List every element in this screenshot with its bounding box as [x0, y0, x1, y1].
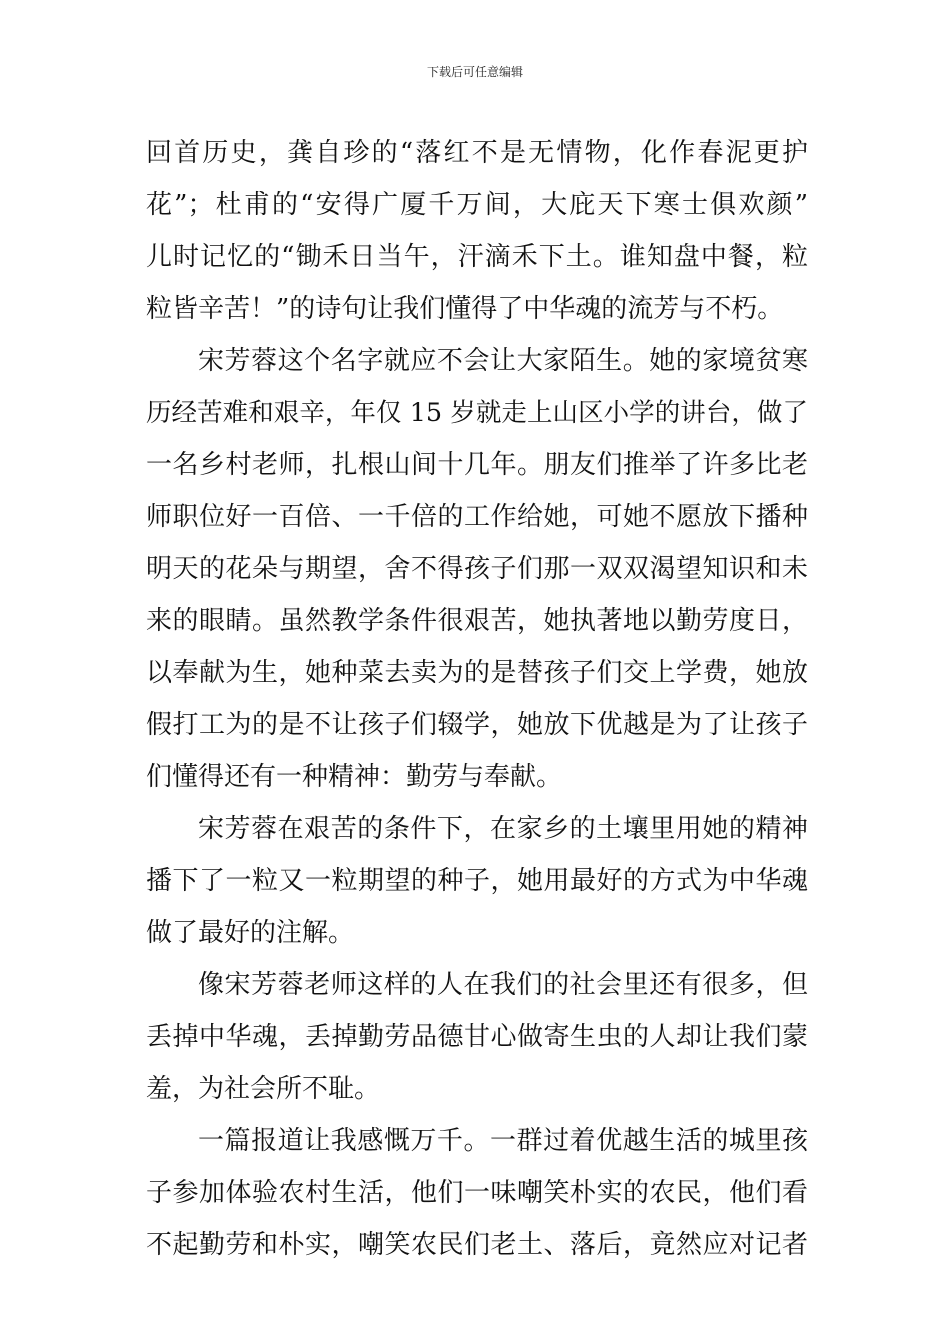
text-line: 做了最好的注解。 — [146, 918, 355, 948]
text-line: 来的眼睛。虽然教学条件很艰苦，她执著地以勤劳度日， — [146, 606, 808, 636]
text-line: 回首历史，龚自珍的“落红不是无情物，化作春泥更护 — [146, 138, 808, 168]
paragraph — [146, 127, 808, 335]
text-line: 们懂得还有一种精神：勤劳与奉献。 — [146, 762, 563, 792]
text-line: 花”；杜甫的“安得广厦千万间，大庇天下寒士俱欢颜” — [146, 190, 808, 220]
paragraph — [146, 803, 808, 959]
text-line: 不起勤劳和朴实，嘲笑农民们老土、落后，竟然应对记者 — [146, 1230, 808, 1260]
text-line: 播下了一粒又一粒期望的种子，她用最好的方式为中华魂 — [146, 866, 808, 896]
text-line: 像宋芳蓉老师这样的人在我们的社会里还有很多，但 — [198, 970, 808, 1000]
text-line: 宋芳蓉在艰苦的条件下，在家乡的土壤里用她的精神 — [198, 814, 808, 844]
page-header: 下载后可任意编辑 — [426, 65, 523, 79]
text-line: 明天的花朵与期望，舍不得孩子们那一双双渴望知识和未 — [146, 554, 808, 584]
text-line: 师职位好一百倍、一千倍的工作给她，可她不愿放下播种 — [146, 502, 808, 532]
text-line: 粒皆辛苦！”的诗句让我们懂得了中华魂的流芳与不朽。 — [146, 294, 784, 324]
text-line: 丢掉中华魂，丢掉勤劳品德甘心做寄生虫的人却让我们蒙 — [146, 1022, 808, 1052]
text-line: 以奉献为生，她种菜去卖为的是替孩子们交上学费，她放 — [146, 658, 808, 688]
text-line: 羞，为社会所不耻。 — [146, 1074, 381, 1104]
text-line: 一名乡村老师，扎根山间十几年。朋友们推举了许多比老 — [146, 450, 808, 480]
document-body — [146, 127, 808, 1271]
text-line: 子参加体验农村生活，他们一味嘲笑朴实的农民，他们看 — [146, 1178, 808, 1208]
text-line: 儿时记忆的“锄禾日当午，汗滴禾下土。谁知盘中餐，粒 — [146, 242, 808, 272]
paragraph — [146, 335, 808, 803]
paragraph — [146, 1115, 808, 1271]
text-line: 宋芳蓉这个名字就应不会让大家陌生。她的家境贫寒 — [198, 346, 808, 376]
paragraph — [146, 959, 808, 1115]
text-line: 历经苦难和艰辛，年仅 15 岁就走上山区小学的讲台，做了 — [146, 398, 808, 428]
text-line: 假打工为的是不让孩子们辍学，她放下优越是为了让孩子 — [146, 710, 808, 740]
text-line: 一篇报道让我感慨万千。一群过着优越生活的城里孩 — [198, 1126, 808, 1156]
